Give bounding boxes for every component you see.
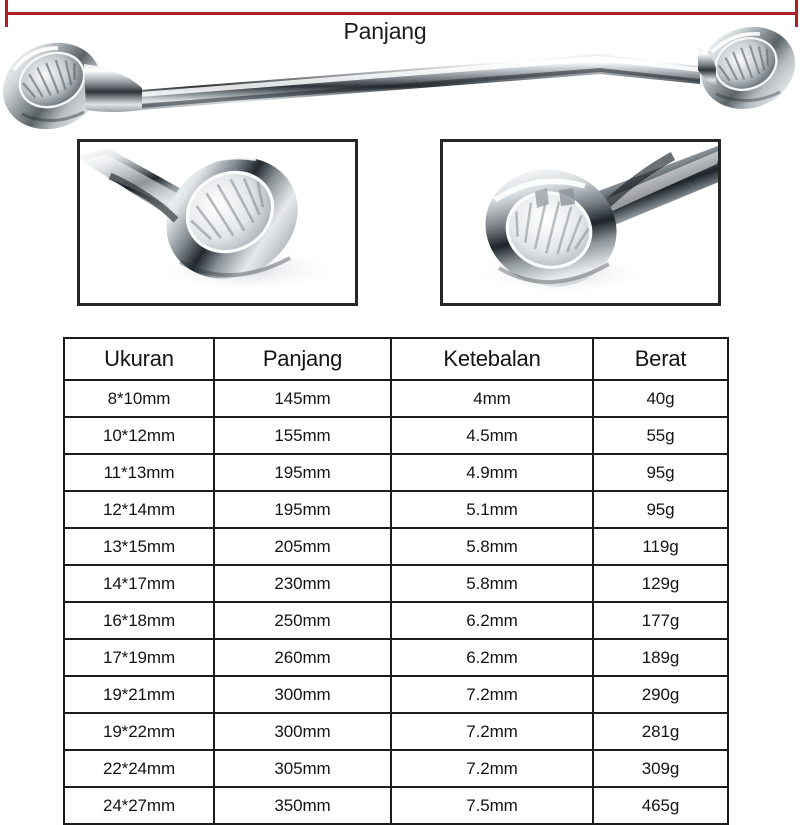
table-cell: 19*22mm [64,713,214,750]
hero-product-photo [0,18,800,133]
table-cell: 5.1mm [391,491,593,528]
spec-table-container [63,337,727,825]
table-cell: 4.9mm [391,454,593,491]
table-row [64,491,728,528]
table-cell: 22*24mm [64,750,214,787]
table-cell: 195mm [214,491,391,528]
table-cell: 7.2mm [391,676,593,713]
table-cell: 12*14mm [64,491,214,528]
table-cell: 300mm [214,713,391,750]
column-header-berat: Berat [593,338,728,380]
table-cell: 13*15mm [64,528,214,565]
table-cell: 309g [593,750,728,787]
table-row [64,787,728,824]
table-cell: 189g [593,639,728,676]
table-cell: 6.2mm [391,602,593,639]
spec-table-body [64,380,728,824]
table-cell: 5.8mm [391,528,593,565]
table-cell: 260mm [214,639,391,676]
table-row [64,713,728,750]
table-cell: 7.2mm [391,713,593,750]
table-row [64,639,728,676]
table-cell: 55g [593,417,728,454]
spec-table [63,337,729,825]
table-row [64,565,728,602]
table-cell: 40g [593,380,728,417]
dimension-arrow-icon [5,12,795,15]
table-cell: 145mm [214,380,391,417]
table-cell: 5.8mm [391,565,593,602]
table-cell: 7.5mm [391,787,593,824]
table-cell: 19*21mm [64,676,214,713]
table-row [64,676,728,713]
table-cell: 177g [593,602,728,639]
column-header-ketebalan: Ketebalan [391,338,593,380]
table-cell: 155mm [214,417,391,454]
table-cell: 300mm [214,676,391,713]
table-row [64,380,728,417]
table-cell: 10*12mm [64,417,214,454]
detail-photo-2 [440,139,721,306]
table-cell: 250mm [214,602,391,639]
table-cell: 14*17mm [64,565,214,602]
spec-table-header-row [64,338,728,380]
table-cell: 205mm [214,528,391,565]
table-row [64,417,728,454]
table-row [64,750,728,787]
table-cell: 95g [593,454,728,491]
detail-photo-1 [77,139,358,306]
table-row [64,602,728,639]
column-header-panjang: Panjang [214,338,391,380]
table-cell: 350mm [214,787,391,824]
column-header-ukuran: Ukuran [64,338,214,380]
table-cell: 6.2mm [391,639,593,676]
table-cell: 290g [593,676,728,713]
table-cell: 119g [593,528,728,565]
table-cell: 195mm [214,454,391,491]
table-cell: 11*13mm [64,454,214,491]
table-cell: 8*10mm [64,380,214,417]
table-cell: 305mm [214,750,391,787]
table-cell: 95g [593,491,728,528]
table-cell: 4.5mm [391,417,593,454]
table-cell: 4mm [391,380,593,417]
table-cell: 7.2mm [391,750,593,787]
table-row [64,528,728,565]
table-cell: 24*27mm [64,787,214,824]
table-cell: 465g [593,787,728,824]
table-cell: 16*18mm [64,602,214,639]
table-cell: 129g [593,565,728,602]
table-cell: 281g [593,713,728,750]
table-cell: 17*19mm [64,639,214,676]
table-cell: 230mm [214,565,391,602]
detail-photo-gallery [0,139,800,309]
dimension-label: Panjang [343,18,427,44]
table-row [64,454,728,491]
